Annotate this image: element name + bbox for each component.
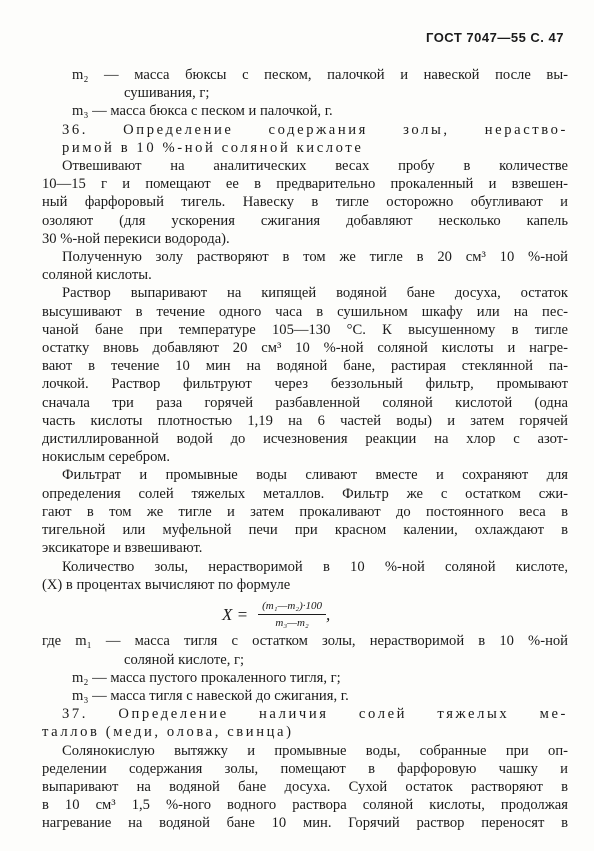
text-line: Солянокислую вытяжку и промывные воды, собранные при оп- (62, 742, 568, 759)
text-line: Полученную золу растворяют в том же тигле в 20 см³ 10 %-ной (62, 249, 568, 265)
formula-lhs: X = (222, 604, 249, 624)
formula-denominator: m₃—m₂ (275, 617, 309, 630)
text-line: дистиллированной водой до исчезновения реакции на хлор с азот- (42, 431, 568, 447)
text-line: озоляют (для ускорения сжигания добавляют несколько капель (42, 212, 568, 229)
text-line: Фильтрат и промывные воды сливают вместе и сохраняют для (62, 467, 568, 484)
text-line: m₂ — масса бюксы с песком, палочкой и навеской после вы- (72, 67, 568, 83)
formula-fraction (258, 600, 326, 629)
text-line: римой в 10 %-ной соляной кислоте (62, 139, 364, 156)
text-line: ный фарфоровый тигель. Навеску в тигле осторожно обугливают и (42, 194, 568, 211)
text-line: 37. Определение наличия солей тяжелых ме- (62, 706, 568, 723)
text-line: гают в том же тигле и затем прокаливают до постоянного веса в (42, 503, 568, 520)
text-line: соляной кислоты. (42, 267, 152, 284)
text-line: остатку вновь добавляют 20 см³ 10 %-ной соляной кислоты и нагре- (42, 340, 568, 356)
text-line: эксикаторе и взвешивают. (42, 540, 203, 557)
text-line: 10—15 г и помещают ее в предварительно прокаленный и взвешен- (42, 176, 568, 193)
text-line: определения солей тяжелых металлов. Фильтр же с остатком сжи- (42, 485, 568, 502)
text-line: 30 %-ной перекиси водорода). (42, 230, 230, 247)
text-line: выпаривают на водяной бане досуха. Сухой остаток растворяют в (42, 779, 568, 795)
formula (222, 600, 330, 629)
text-line: где m₁ — масса тигля с остатком золы, нерастворимой в 10 %-ной (42, 633, 568, 650)
text-line: нагревание на водяной бане 10 мин. Горячий раствор переносят в (42, 815, 568, 832)
text-line: сушивания, г; (124, 85, 210, 102)
formula-numerator: (m₁—m₂)·100 (258, 600, 326, 615)
text-line: чаной бане при температуре 105—130 °С. К высушенному в тигле (42, 321, 568, 338)
text-line: Отвешивают на аналитических весах пробу в количестве (62, 158, 568, 174)
formula-tail: , (326, 604, 331, 624)
text-line: таллов (меди, олова, свинца) (42, 724, 294, 741)
text-line: нокислым серебром. (42, 449, 170, 466)
text-line: 36. Определение содержания золы, нераство- (62, 121, 568, 138)
page-header: ГОСТ 7047—55 С. 47 (426, 30, 564, 45)
text-line: часть кислоты плотностью 1,19 на 6 частей воды) и затем горячей (42, 412, 568, 429)
text-line: m₃ — масса бюкса с песком и палочкой, г. (72, 103, 333, 120)
text-line: высушивают в течение одного часа в сушильном шкафу или на пес- (42, 303, 568, 320)
text-line: сначала три раза горячей разбавленной соляной кислотой (одна (42, 394, 568, 411)
text-line: вают в течение 10 мин на водяной бане, растирая стеклянной па- (42, 358, 568, 375)
text-line: m₃ — масса тигля с навеской до сжигания, г. (72, 688, 349, 704)
text-line: m₂ — масса пустого прокаленного тигля, г; (72, 669, 341, 686)
text-line: в 10 см³ 1,5 %-ного водного раствора соляной кислоты, продолжая (42, 797, 568, 814)
text-line: соляной кислоте, г; (124, 651, 245, 668)
text-line: ределении содержания золы, помещают в фарфоровую чашку и (42, 760, 568, 777)
text-line: Количество золы, нерастворимой в 10 %-ной соляной кислоте, (62, 559, 568, 576)
text-line: (X) в процентах вычисляют по формуле (42, 577, 291, 594)
text-line: Раствор выпаривают на кипящей водяной бане досуха, остаток (62, 285, 568, 302)
text-line: лочкой. Раствор фильтруют через беззольный фильтр, промывают (42, 376, 568, 393)
text-line: тигельной или муфельной печи при красном калении, охлаждают в (42, 522, 568, 538)
